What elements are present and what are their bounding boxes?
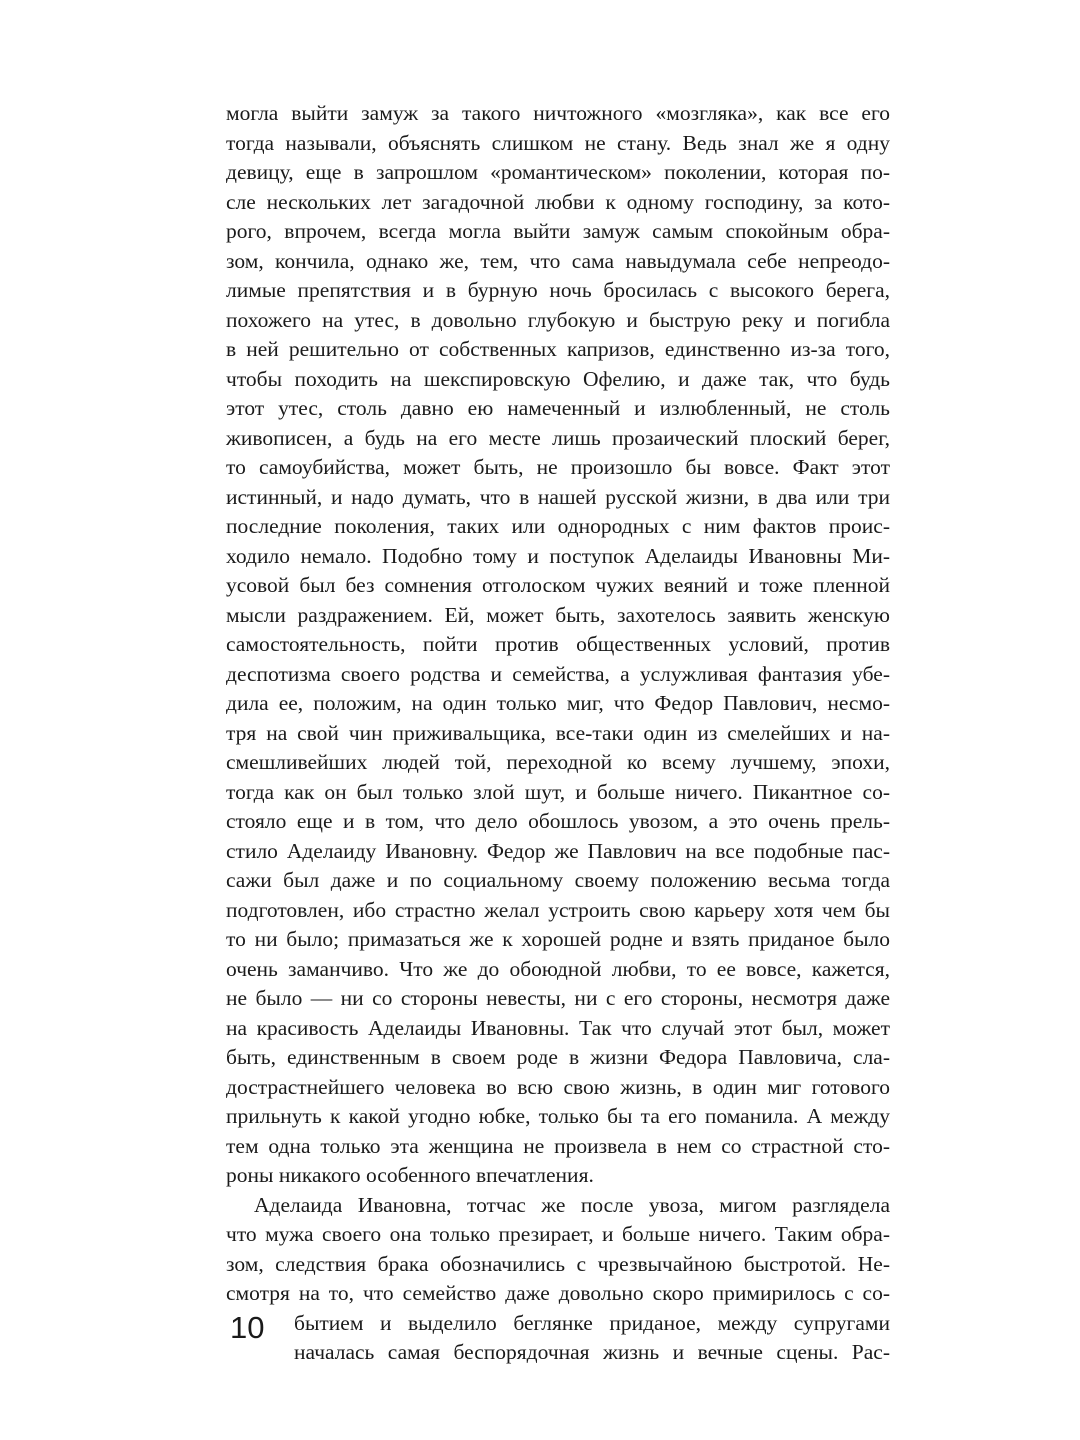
text-line: тогда называли, объяснять слишком не стану. Ведь знал же я одну — [226, 130, 890, 155]
text-line: рого, впрочем, всегда могла выйти замуж самым спокойным обра- — [226, 219, 890, 243]
text-line: сажи был даже и по социальному своему положению весьма тогда — [226, 868, 890, 892]
page-number: 10 — [230, 1310, 265, 1345]
text-line: началась самая беспорядочная жизнь и вечные сцены. Рас- — [294, 1340, 890, 1364]
text-line: на красивость Аделаиды Ивановны. Так что случай этот был, может — [226, 1015, 890, 1040]
text-line: девицу, еще в запрошлом «романтическом» поколении, которая по- — [226, 160, 890, 184]
text-line: усовой был без сомнения отголоском чужих веяний и тоже пленной — [226, 573, 890, 597]
text-line: не было — ни со стороны невесты, ни с его стороны, несмотря даже — [226, 986, 890, 1010]
text-line: роны никакого особенного впечатления. — [226, 1163, 594, 1187]
text-line: тем одна только эта женщина не произвела в нем со страстной сто- — [226, 1133, 890, 1158]
text-line: ходило немало. Подобно тому и поступок Аделаиды Ивановны Ми- — [226, 543, 890, 568]
text-line: что мужа своего она только презирает, и больше ничего. Таким обра- — [226, 1222, 890, 1246]
text-line: последние поколения, таких или однородных с ним фактов проис- — [226, 514, 890, 538]
text-line: зом, кончила, однако же, тем, что сама навыдумала себе непреодо- — [226, 248, 890, 273]
text-line: смешливейших людей той, переходной ко всему лучшему, эпохи, — [226, 750, 890, 774]
text-line: подготовлен, ибо страстно желал устроить свою карьеру хотя чем бы — [226, 897, 890, 922]
text-line: истинный, и надо думать, что в нашей русской жизни, в два или три — [226, 484, 890, 509]
text-line: в ней решительно от собственных капризов, единственно из-за того, — [226, 337, 890, 361]
text-line: могла выйти замуж за такого ничтожного «мозгляка», как все его — [226, 101, 890, 125]
text-line: похожего на утес, в довольно глубокую и быструю реку и погибла — [226, 307, 890, 332]
text-line: самостоятельность, пойти против общественных условий, против — [226, 632, 890, 656]
text-line: прильнуть к какой угодно юбке, только бы та его поманила. А между — [226, 1104, 890, 1128]
text-line: смотря на то, что семейство даже довольно скоро примирилось с со- — [226, 1281, 890, 1305]
text-line: дострастнейшего человека во всю свою жизнь, в один миг готового — [226, 1074, 890, 1099]
text-line: стило Аделаиду Ивановну. Федор же Павлович на все подобные пас- — [226, 838, 890, 863]
text-line: дила ее, положим, на один только миг, что Федор Павлович, несмо- — [226, 691, 890, 715]
text-line: тря на свой чин приживальщика, все-таки один из смелейших и на- — [226, 720, 890, 745]
text-line: лимые препятствия и в бурную ночь бросилась с высокого берега, — [226, 278, 890, 302]
text-line: живописен, а будь на его месте лишь прозаический плоский берег, — [226, 425, 890, 450]
paragraph-1 — [226, 99, 890, 1191]
text-line: тогда как он был только злой шут, и больше ничего. Пикантное со- — [226, 779, 890, 804]
text-line: стояло еще и в том, что дело обошлось увозом, а это очень прель- — [226, 809, 890, 833]
text-line: то самоубийства, может быть, не произошло бы вовсе. Факт этот — [226, 455, 890, 479]
text-line: сле нескольких лет загадочной любви к одному господину, за кото- — [226, 189, 890, 214]
paragraph-2 — [226, 1191, 890, 1368]
text-line: бытием и выделило беглянке приданое, между супругами — [294, 1310, 890, 1335]
text-line: то ни было; примазаться же к хорошей родне и взять приданое было — [226, 927, 890, 951]
text-line: Аделаида Ивановна, тотчас же после увоза, мигом разглядела — [254, 1192, 890, 1217]
text-line: деспотизма своего родства и семейства, а услужливая фантазия убе- — [226, 661, 890, 686]
text-block — [226, 99, 890, 1368]
text-line: зом, следствия брака обозначились с чрезвычайною быстротой. Не- — [226, 1251, 890, 1276]
text-line: этот утес, столь давно ею намеченный и излюбленный, не столь — [226, 396, 890, 420]
text-line: чтобы походить на шекспировскую Офелию, и даже так, что будь — [226, 366, 890, 391]
text-line: быть, единственным в своем роде в жизни Федора Павловича, сла- — [226, 1045, 890, 1069]
text-line: мысли раздражением. Ей, может быть, захотелось заявить женскую — [226, 602, 890, 627]
text-line: очень заманчиво. Что же до обоюдной любви, то ее вовсе, кажется, — [226, 956, 890, 981]
